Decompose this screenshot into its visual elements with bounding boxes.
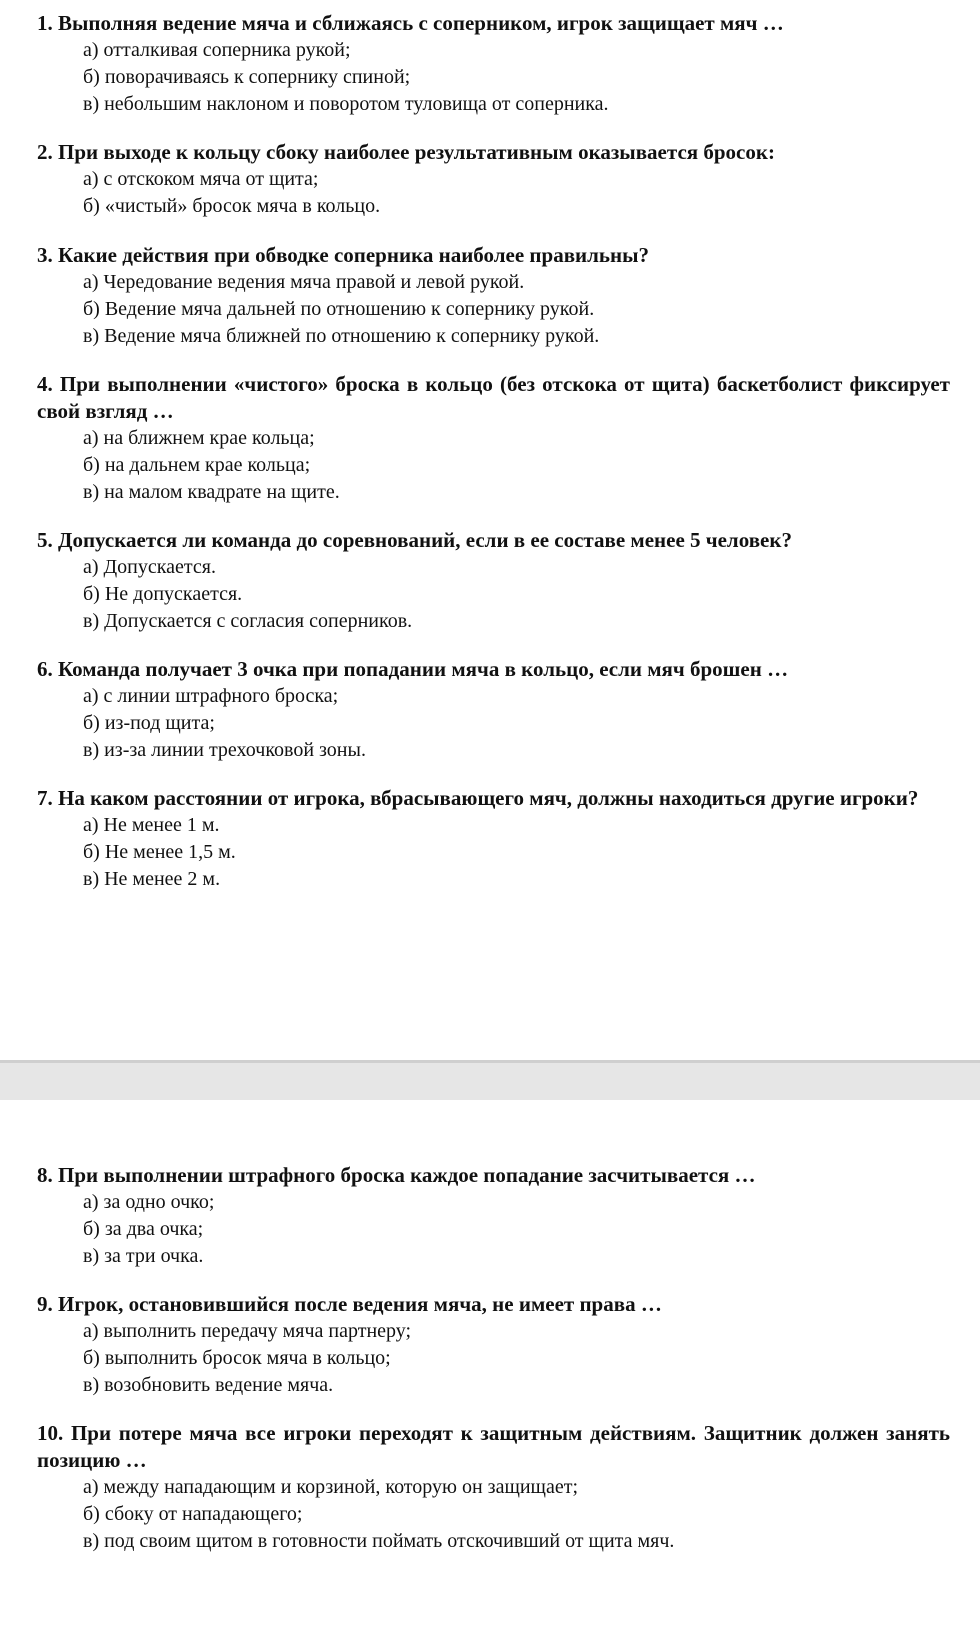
question-1	[37, 10, 950, 118]
answer-option: в) Ведение мяча ближней по отношению к сопернику рукой.	[83, 325, 600, 347]
answer-option: б) Не менее 1,5 м.	[83, 841, 236, 863]
answer-option: а) Чередование ведения мяча правой и левой рукой.	[83, 271, 525, 293]
document-page-2	[0, 1100, 980, 1639]
question-6	[37, 656, 950, 764]
answer-option: а) отталкивая соперника рукой;	[83, 39, 351, 61]
answer-option: в) за три очка.	[83, 1245, 204, 1267]
question-5	[37, 527, 950, 635]
answer-option: а) за одно очко;	[83, 1191, 215, 1213]
answer-option: а) выполнить передачу мяча партнеру;	[83, 1320, 412, 1342]
question-text: 4. При выполнении «чистого» броска в кольцо (без отскока от щита) баскетболист фиксирует свой взгляд …	[37, 372, 950, 423]
question-text: 10. При потере мяча все игроки переходят к защитным действиям. Защитник должен занять позицию …	[37, 1421, 950, 1472]
question-4	[37, 371, 950, 506]
answer-option: в) из-за линии трехочковой зоны.	[83, 739, 366, 761]
answer-option: б) выполнить бросок мяча в кольцо;	[83, 1347, 391, 1369]
answer-option: б) «чистый» бросок мяча в кольцо.	[83, 195, 381, 217]
question-10	[37, 1420, 950, 1555]
answer-option: б) Не допускается.	[83, 583, 243, 605]
answer-option: б) Ведение мяча дальней по отношению к сопернику рукой.	[83, 298, 595, 320]
answer-option: б) из-под щита;	[83, 712, 215, 734]
answer-option: в) на малом квадрате на щите.	[83, 481, 340, 503]
answer-option: а) на ближнем крае кольца;	[83, 427, 315, 449]
question-text: 7. На каком расстоянии от игрока, вбрасывающего мяч, должны находиться другие игроки?	[37, 786, 919, 810]
question-text: 8. При выполнении штрафного броска каждое попадание засчитывается …	[37, 1163, 756, 1187]
question-text: 2. При выходе к кольцу сбоку наиболее результативным оказывается бросок:	[37, 140, 775, 164]
question-7	[37, 785, 950, 893]
question-text: 1. Выполняя ведение мяча и сближаясь с соперником, игрок защищает мяч …	[37, 11, 784, 35]
answer-option: в) под своим щитом в готовности поймать отскочивший от щита мяч.	[83, 1530, 675, 1552]
answer-option: а) Допускается.	[83, 556, 216, 578]
question-text: 9. Игрок, остановившийся после ведения мяча, не имеет права …	[37, 1292, 662, 1316]
answer-option: б) на дальнем крае кольца;	[83, 454, 311, 476]
page-separator	[0, 1060, 980, 1100]
answer-option: а) с линии штрафного броска;	[83, 685, 339, 707]
answer-option: б) поворачиваясь к сопернику спиной;	[83, 66, 411, 88]
answer-option: в) возобновить ведение мяча.	[83, 1374, 334, 1396]
question-9	[37, 1291, 950, 1399]
question-8	[37, 1162, 950, 1270]
answer-option: а) с отскоком мяча от щита;	[83, 168, 319, 190]
answer-option: б) за два очка;	[83, 1218, 204, 1240]
question-text: 3. Какие действия при обводке соперника наиболее правильны?	[37, 243, 650, 267]
answer-option: в) небольшим наклоном и поворотом туловища от соперника.	[83, 93, 609, 115]
answer-option: а) Не менее 1 м.	[83, 814, 220, 836]
question-text: 5. Допускается ли команда до соревнований, если в ее составе менее 5 человек?	[37, 528, 792, 552]
answer-option: в) Допускается с согласия соперников.	[83, 610, 413, 632]
question-text: 6. Команда получает 3 очка при попадании мяча в кольцо, если мяч брошен …	[37, 657, 789, 681]
answer-option: в) Не менее 2 м.	[83, 868, 221, 890]
question-3	[37, 242, 950, 350]
answer-option: б) сбоку от нападающего;	[83, 1503, 303, 1525]
answer-option: а) между нападающим и корзиной, которую он защищает;	[83, 1476, 578, 1498]
question-2	[37, 139, 950, 220]
